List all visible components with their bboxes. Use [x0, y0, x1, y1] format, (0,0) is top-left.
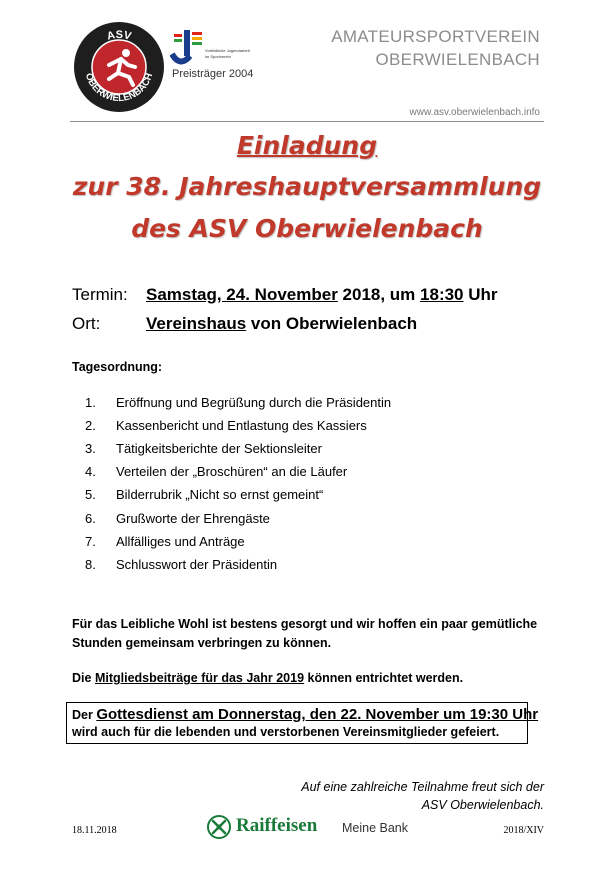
termin-label: Termin: [72, 285, 128, 304]
agenda-heading: Tagesordnung: [72, 360, 163, 374]
document-number: 2018/XIV [503, 825, 544, 836]
award-year: Preisträger 2004 [172, 68, 254, 80]
mass-notice-line1: Der Gottesdienst am Donnerstag, den 22. November um 19:30 Uhr [72, 706, 539, 723]
ort-value: Vereinshaus von Oberwielenbach [146, 314, 418, 333]
award-caption-1: Vorbildliche Jugendarbeit [205, 48, 250, 53]
closing-line2: ASV Oberwielenbach. [421, 798, 544, 812]
award-caption-2: im Sportverein [205, 54, 231, 59]
termin-date: Samstag, 24. November [146, 285, 338, 304]
title-line1: Einladung [236, 131, 378, 160]
mass-notice-box [66, 702, 539, 744]
catering-note: Für das Leibliche Wohl ist bestens gesorgt und wir hoffen ein paar gemütliche Stunden gemeinsam verbringen zu können. [72, 617, 538, 650]
document-date: 18.11.2018 [72, 825, 117, 836]
title-line2: zur 38. Jahreshauptversammlung [72, 172, 542, 201]
logo-text-top: ASV [105, 28, 133, 43]
club-name-line2: OBERWIELENBACH [375, 50, 540, 69]
bank-name: Raiffeisen [236, 815, 318, 836]
award-logo [170, 28, 210, 70]
ort-place: Vereinshaus [146, 314, 247, 333]
termin-time: 18:30 [420, 285, 464, 304]
raiffeisen-logo-icon [207, 815, 231, 839]
title-line3: des ASV Oberwielenbach [131, 214, 483, 243]
svg-text:ASV [106, 29, 133, 43]
logo-text-bottom: OBERWIELENBACH [82, 71, 156, 105]
mass-notice-line2: wird auch für die lebenden und verstorbenen Vereinsmitglieder gefeiert. [72, 725, 500, 739]
club-name-line1: AMATEURSPORTVEREIN [331, 27, 540, 46]
bank-slogan: Meine Bank [342, 821, 409, 835]
membership-fee-note: Die Mitgliedsbeiträge für das Jahr 2019 können entrichtet werden. [72, 671, 464, 685]
ort-label: Ort: [72, 314, 101, 333]
closing-line1: Auf eine zahlreiche Teilnahme freut sich der [301, 780, 544, 794]
termin-value: Samstag, 24. November 2018, um 18:30 Uhr [146, 285, 498, 304]
header-divider [70, 121, 544, 122]
website-url[interactable]: www.asv.oberwielenbach.info [409, 107, 540, 118]
asv-club-logo [73, 21, 165, 113]
